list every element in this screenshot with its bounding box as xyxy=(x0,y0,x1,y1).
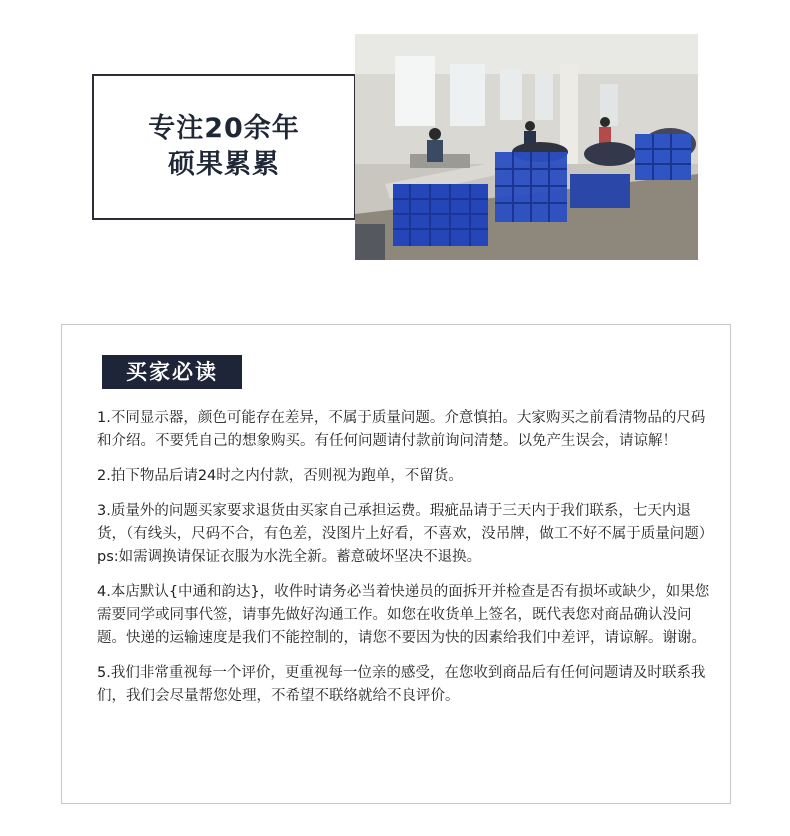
notice-paragraph-5: 5.我们非常重视每一个评价，更重视每一位亲的感受，在您收到商品后有任何问题请及时联系我们，我们会尽量帮您处理，不希望不联络就给不良评价。 xyxy=(97,665,706,704)
slogan-box xyxy=(92,74,356,220)
factory-photo xyxy=(355,34,698,260)
notice-paragraph-1: 1.不同显示器，颜色可能存在差异，不属于质量问题。介意慎拍。大家购买之前看清物品的尺码和介绍。不要凭自己的想象购买。有任何问题请付款前询问清楚。以免产生误会，请谅解！ xyxy=(97,410,706,449)
notice-paragraph-4: 4.本店默认{中通和韵达}，收件时请务必当着快递员的面拆开并检查是否有损坏或缺少，如果您需要同学或同事代签，请事先做好沟通工作。如您在收货单上签名，既代表您对商品确认没问题。快递的运输速度是我们不能控制的，请您不要因为快的因素给我们中差评，请谅解。谢谢。 xyxy=(97,584,710,646)
slogan-line-2: 硕果累累 xyxy=(168,149,280,180)
notice-paragraph-2: 2.拍下物品后请24时之内付款，否则视为跑单，不留货。 xyxy=(97,468,463,484)
slogan-line-1: 专注20余年 xyxy=(148,113,300,144)
notice-text xyxy=(97,407,717,720)
buyer-notice-panel xyxy=(61,324,731,804)
notice-title: 买家必读 xyxy=(102,355,242,389)
notice-paragraph-3: 3.质量外的问题买家要求退货由买家自己承担运费。瑕疵品请于三天内于我们联系，七天内退货，（有线头，尺码不合，有色差，没图片上好看，不喜欢，没吊牌，做工不好不属于质量问题）ps:如需调换请保证衣服为水洗全新。蓄意破坏坚决不退换。 xyxy=(97,503,714,565)
